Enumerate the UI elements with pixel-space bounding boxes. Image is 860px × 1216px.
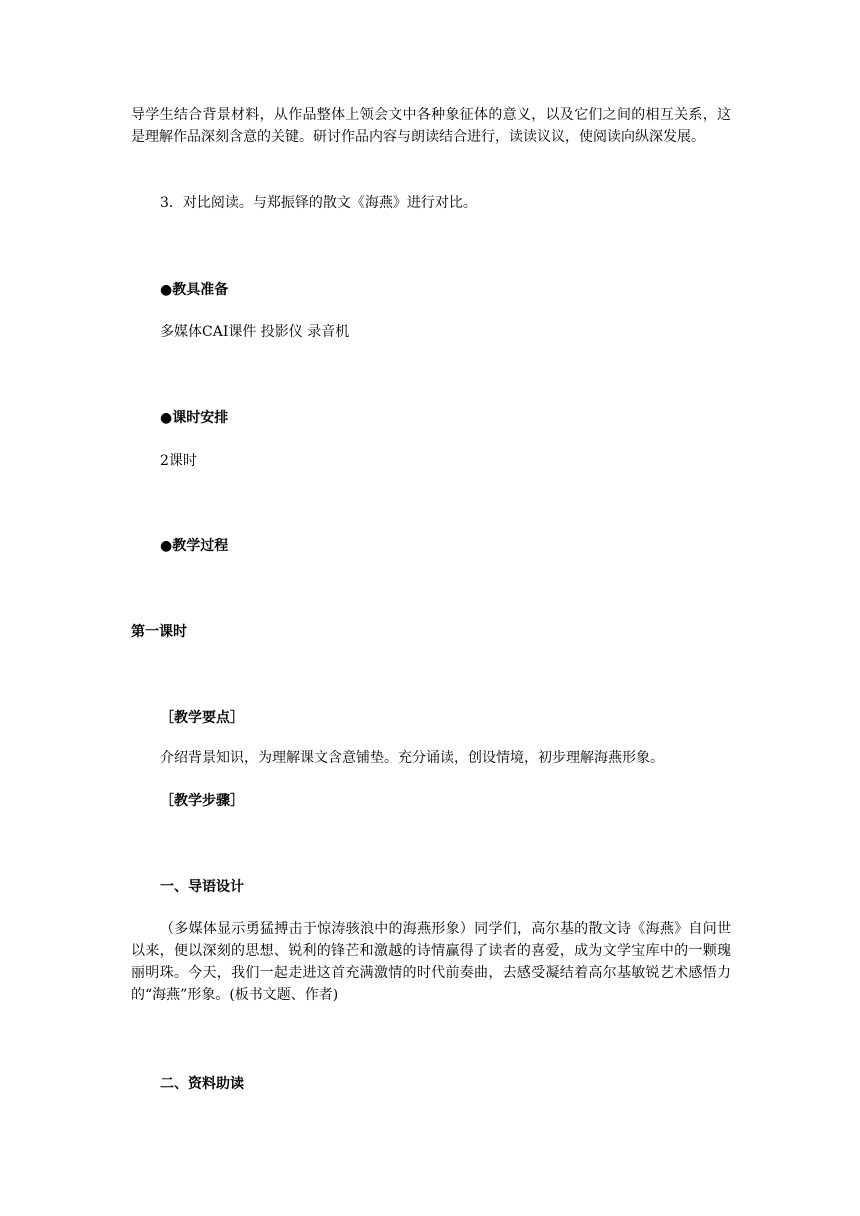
lesson1-title: 第一课时 — [131, 624, 187, 640]
lead-in-paragraph: （多媒体显示勇猛搏击于惊涛骇浪中的海燕形象）同学们，高尔基的散文诗《海燕》自问世以来，便以深刻的思想、锐利的锋芒和激越的诗情赢得了读者的喜爱，成为文学宝库中的一颗瑰丽明珠。今天，我们一起走进这首充满激情的时代前奏曲，去感受凝结着高尔基敏锐艺术感悟力的“海燕”形象。(板书文题、作者) — [131, 921, 731, 1003]
intro-continuation-paragraph: 导学生结合背景材料，从作品整体上领会文中各种象征体的意义，以及它们之间的相互关系，这是理解作品深刻含意的关键。研讨作品内容与朗读结合进行，读读议议，使阅读向纵深发展。 — [131, 107, 731, 145]
step2-heading: 二、资料助读 — [160, 1076, 244, 1092]
key-points-content: 介绍背景知识，为理解课文含意铺垫。充分诵读，创设情境，初步理解海燕形象。 — [160, 750, 664, 766]
key-points-label: ［教学要点］ — [160, 710, 244, 726]
schedule-heading: ●课时安排 — [160, 410, 229, 426]
steps-label: ［教学步骤］ — [160, 793, 244, 809]
schedule-content: 2课时 — [160, 453, 197, 469]
process-heading: ●教学过程 — [160, 538, 229, 554]
tools-heading: ●教具准备 — [160, 282, 229, 298]
tools-content: 多媒体CAI课件 投影仪 录音机 — [160, 324, 350, 340]
step1-heading: 一、导语设计 — [160, 879, 244, 895]
item-3-paragraph: 3．对比阅读。与郑振铎的散文《海燕》进行对比。 — [160, 195, 477, 211]
